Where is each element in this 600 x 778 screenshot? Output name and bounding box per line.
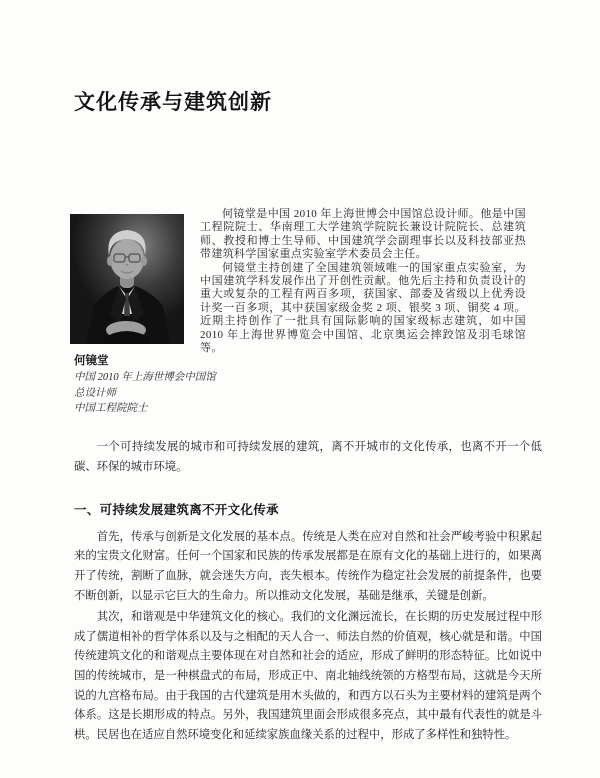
- author-bio-paragraph-2: 何镜堂主持创建了全国建筑领域唯一的国家重点实验室，为中国建筑学科发展作出了开创性贡献。他先后主持和负责设计的重大或复杂的工程有两百多项，获国家、部委及省级以上优秀设计奖一百多项，其中获国家级金奖 2 项、银奖 3 项、铜奖 4 项。近期主持创作了一批具有国际影响的国家级标志建筑，如中国 2010 年上海世界博览会中国馆、北京奥运会摔跤馆及羽毛球馆等。: [200, 261, 526, 355]
- author-bio-paragraph-1: 何镜堂是中国 2010 年上海世博会中国馆总设计师。他是中国工程院院士、华南理工大学建筑学院院长兼设计院院长、总建筑师、教授和博士生导师、中国建筑学会副理事长以及科技部亚热带建筑科学国家重点实验室学术委员会主任。: [200, 208, 526, 261]
- portrait-photo: [70, 214, 184, 344]
- intro-paragraph: 一个可持续发展的城市和可持续发展的建筑，离不开城市的文化传承，也离不开一个低碳、环保的城市环境。: [74, 441, 542, 473]
- portrait-photo-graphic: [70, 214, 184, 344]
- author-bio: [200, 208, 526, 355]
- author-title-caption-line-1: 中国 2010 年上海世博会中国馆: [74, 372, 216, 383]
- author-title-caption-line-3: 中国工程院院士: [74, 403, 148, 414]
- body-paragraph-2: 其次，和谐观是中华建筑文化的核心。我们的文化渊远流长，在长期的历史发展过程中形成了儒道相补的哲学体系以及与之相配的天人合一、师法自然的价值观，核心就是和谐。中国传统建筑文化的和谐观点主要体现在对自然和社会的适应，形成了鲜明的形态特征。比如说中国的传统城市，是一种棋盘式的布局，形成正中、南北轴线统领的方格型布局，这就是今天所说的九宫格布局。由于我国的古代建筑是用木头做的，和西方以石头为主要材料的建筑是两个体系。这是长期形成的特点。另外，我国建筑里面会形成很多亮点，其中最有代表性的就是斗栱。民居也在适应自然环境变化和延续家族血缘关系的过程中，形成了多样性和独特性。: [74, 611, 542, 741]
- author-name-caption: 何镜堂: [74, 355, 109, 367]
- section-heading: 一、可持续发展建筑离不开文化传承: [74, 503, 279, 518]
- author-title-caption: [74, 370, 216, 417]
- article-body: [74, 438, 542, 745]
- page-title: 文化传承与建筑创新: [74, 91, 272, 115]
- body-paragraph-1: 首先，传承与创新是文化发展的基本点。传统是人类在应对自然和社会严峻考验中积累起来的宝贵文化财富。任何一个国家和民族的传承发展都是在原有文化的基础上进行的，如果离开了传统，割断了血脉，就会迷失方向，丧失根本。传统作为稳定社会发展的前提条件，也要不断创新，以显示它巨大的生命力。所以推动文化发展，基础是继承，关键是创新。: [74, 530, 542, 602]
- author-title-caption-line-2: 总设计师: [74, 387, 116, 399]
